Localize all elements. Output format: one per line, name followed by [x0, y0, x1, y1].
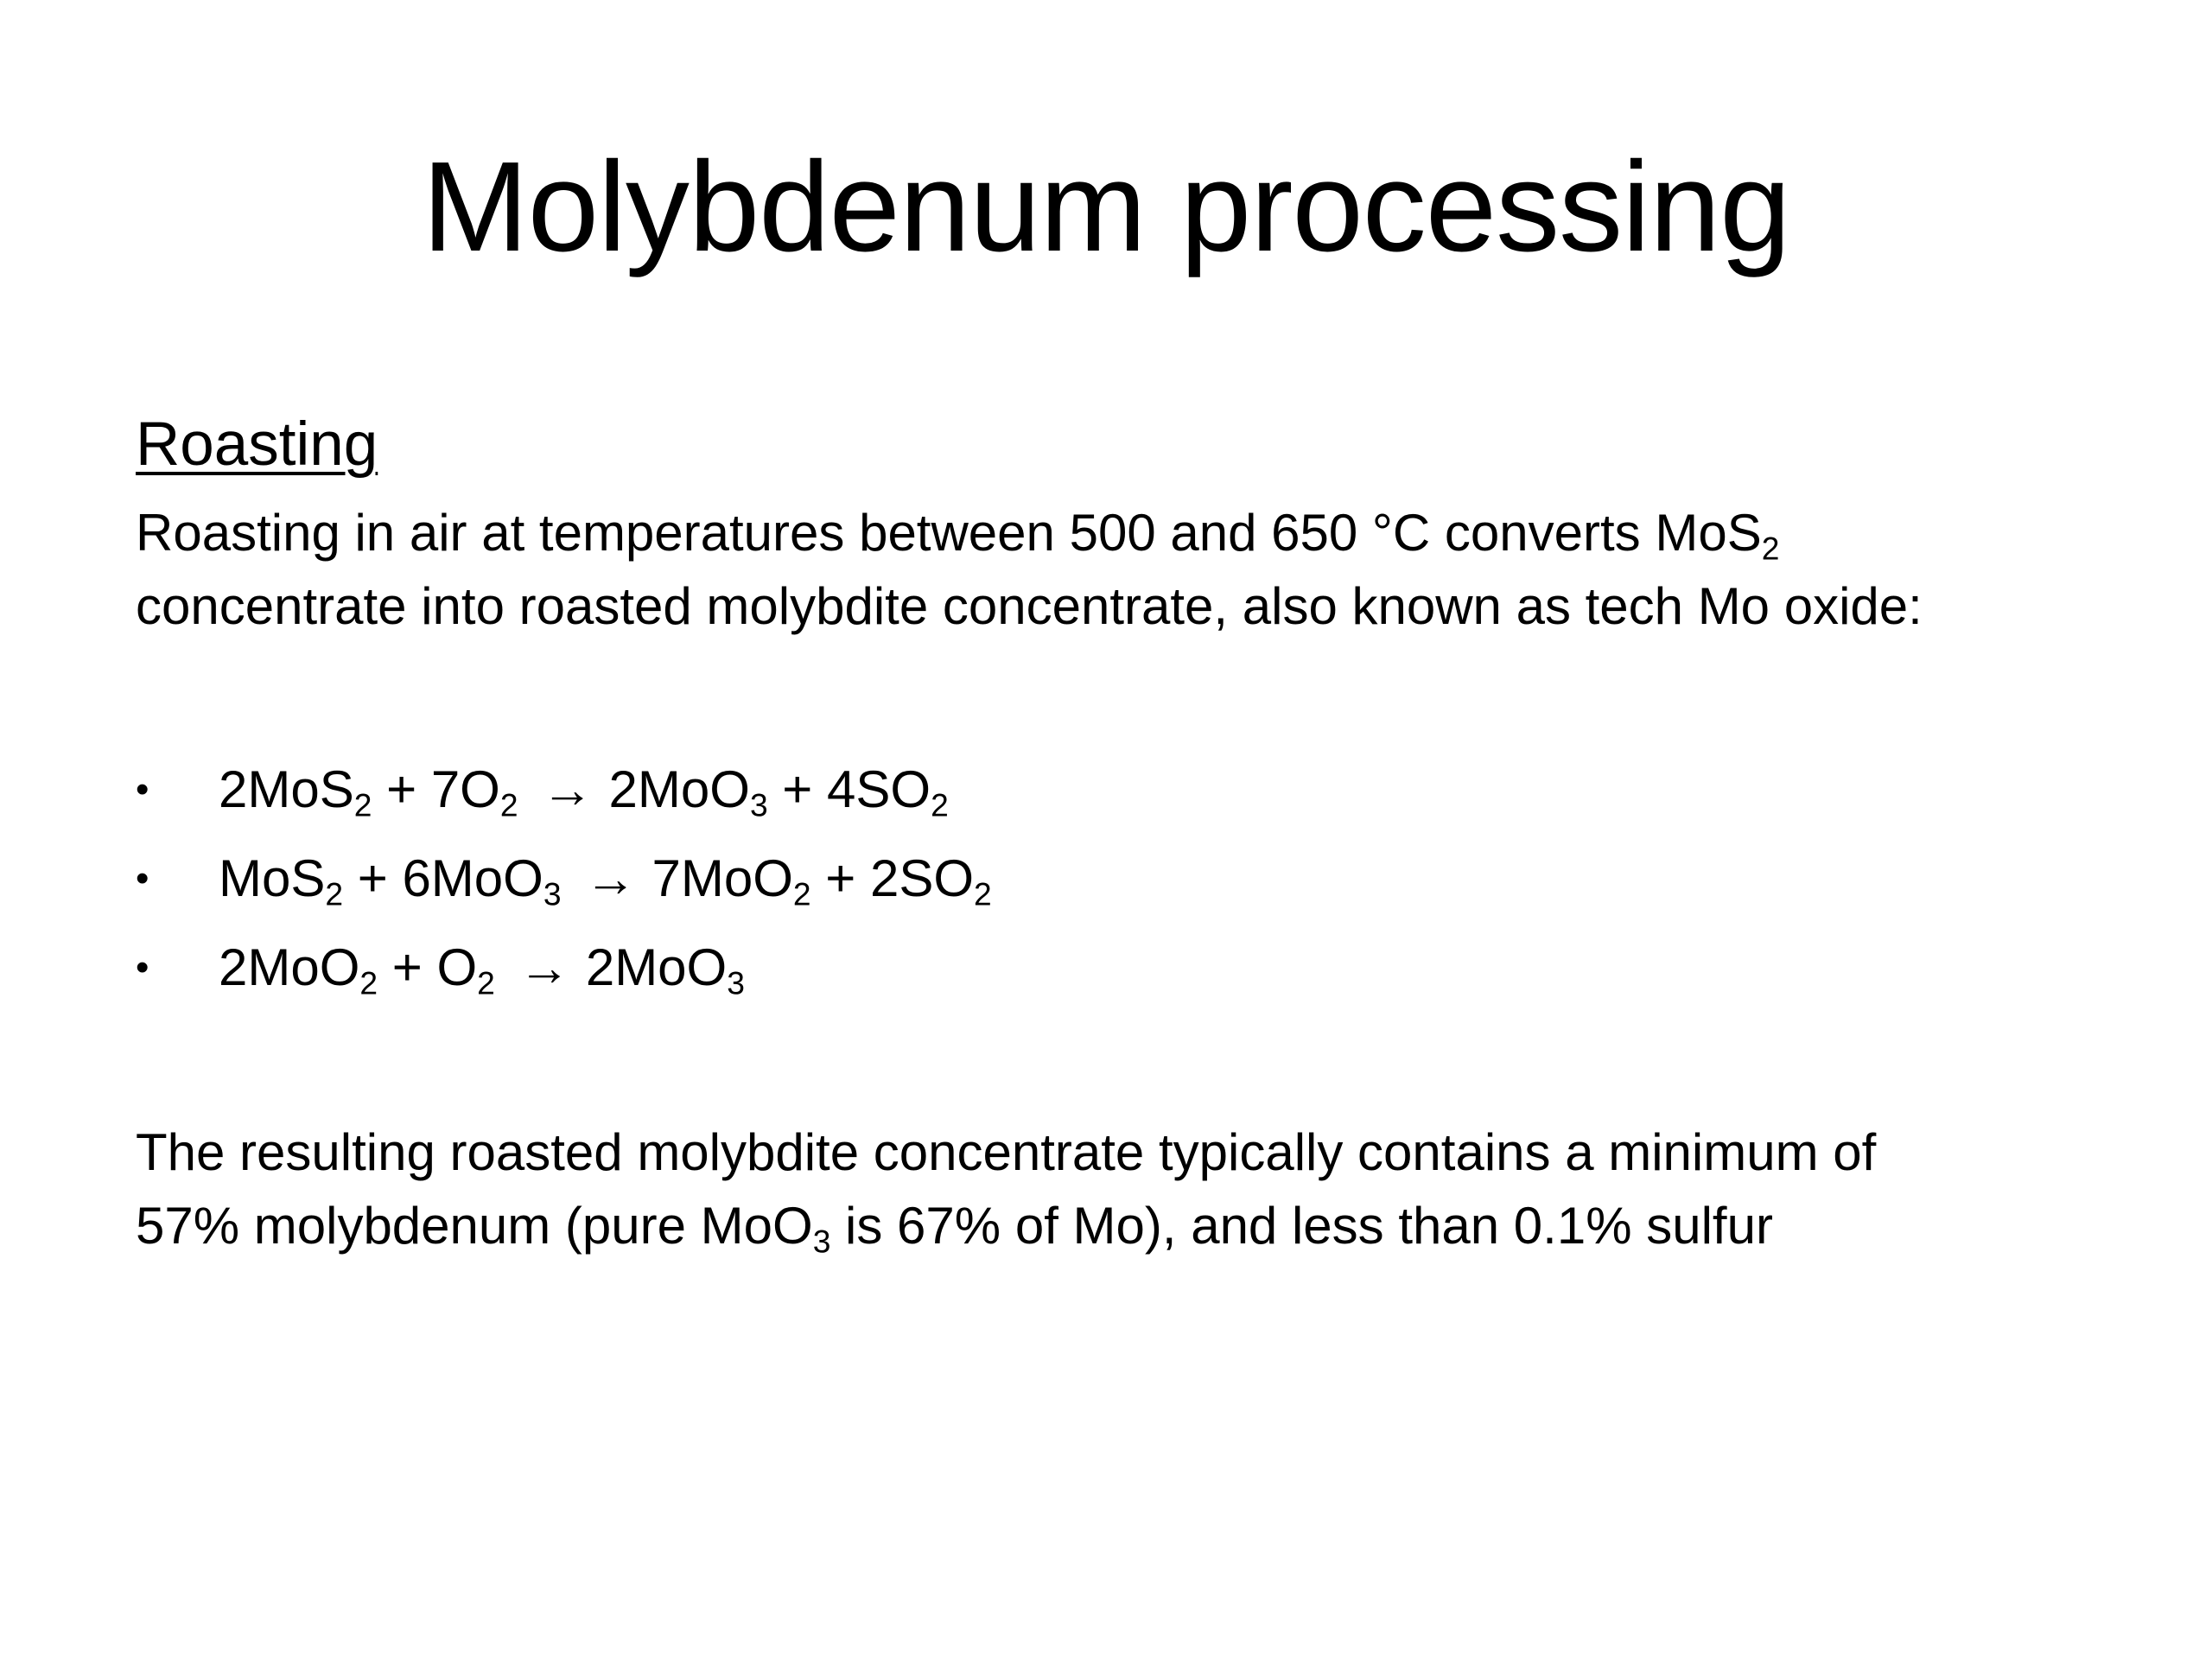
result-line-2 [136, 1189, 2123, 1262]
result-line-2-part-a: 57% molybdenum (pure MoO [136, 1197, 813, 1255]
subscript: 3 [727, 964, 745, 1001]
formula-text: 7MoO [652, 849, 793, 907]
formula-text: 2MoO [608, 760, 750, 818]
formula-text: 2MoO [219, 938, 360, 996]
formula-text: 2MoS [219, 760, 354, 818]
bullet-icon: • [136, 857, 149, 899]
intro-line-1-text: Roasting in air at temperatures between 500 and 650 °C converts MoS [136, 504, 1762, 562]
subscript: 2 [974, 875, 992, 912]
reaction-lhs [219, 938, 495, 1001]
arrow-right-icon: → [518, 938, 570, 996]
subscript: 2 [353, 786, 372, 823]
result-line-1: The resulting roasted molybdite concentrate typically contains a minimum of [136, 1123, 1877, 1181]
intro-paragraph [136, 496, 2123, 643]
bullet-icon: • [136, 768, 149, 810]
formula-text: + O [378, 938, 478, 996]
subscript: 2 [499, 786, 518, 823]
subscript: 2 [931, 786, 949, 823]
arrow-right-icon: → [541, 760, 594, 818]
reaction-rhs [608, 760, 949, 823]
formula-text: 2MoO [585, 938, 728, 996]
subscript: 3 [749, 786, 768, 823]
formula-text: + 7O [372, 760, 500, 818]
reaction-item [136, 745, 2123, 834]
subscript: 2 [477, 964, 495, 1001]
reaction-rhs [585, 938, 745, 1001]
result-line-2-part-b: is 67% of Mo), and less than 0.1% sulfur [830, 1197, 1773, 1255]
reaction-lhs [219, 849, 562, 912]
subscript: 2 [325, 875, 344, 912]
bullet-icon: • [136, 946, 149, 988]
result-paragraph [136, 1116, 2123, 1262]
reaction-list [136, 745, 2123, 1012]
arrow-right-icon: → [584, 849, 637, 907]
slide-title: Molybdenum processing [422, 136, 1790, 278]
reaction-rhs [652, 849, 992, 912]
intro-line-1-subscript: 2 [1761, 530, 1780, 567]
reaction-lhs [219, 760, 518, 823]
intro-line-1 [136, 496, 2123, 569]
formula-text: + 4SO [767, 760, 931, 818]
reaction-item [136, 834, 2123, 923]
slide-body [136, 406, 2123, 1262]
formula-text: + 2SO [810, 849, 975, 907]
section-heading: Roasting [136, 410, 378, 479]
subscript: 2 [792, 875, 811, 912]
result-line-2-subscript: 3 [812, 1223, 831, 1260]
formula-text: + 6MoO [343, 849, 543, 907]
reaction-item [136, 923, 2123, 1012]
subscript: 2 [359, 964, 378, 1001]
subscript: 3 [543, 875, 562, 912]
formula-text: MoS [219, 849, 326, 907]
intro-line-2: concentrate into roasted molybdite concentrate, also known as tech Mo oxide: [136, 577, 1923, 635]
